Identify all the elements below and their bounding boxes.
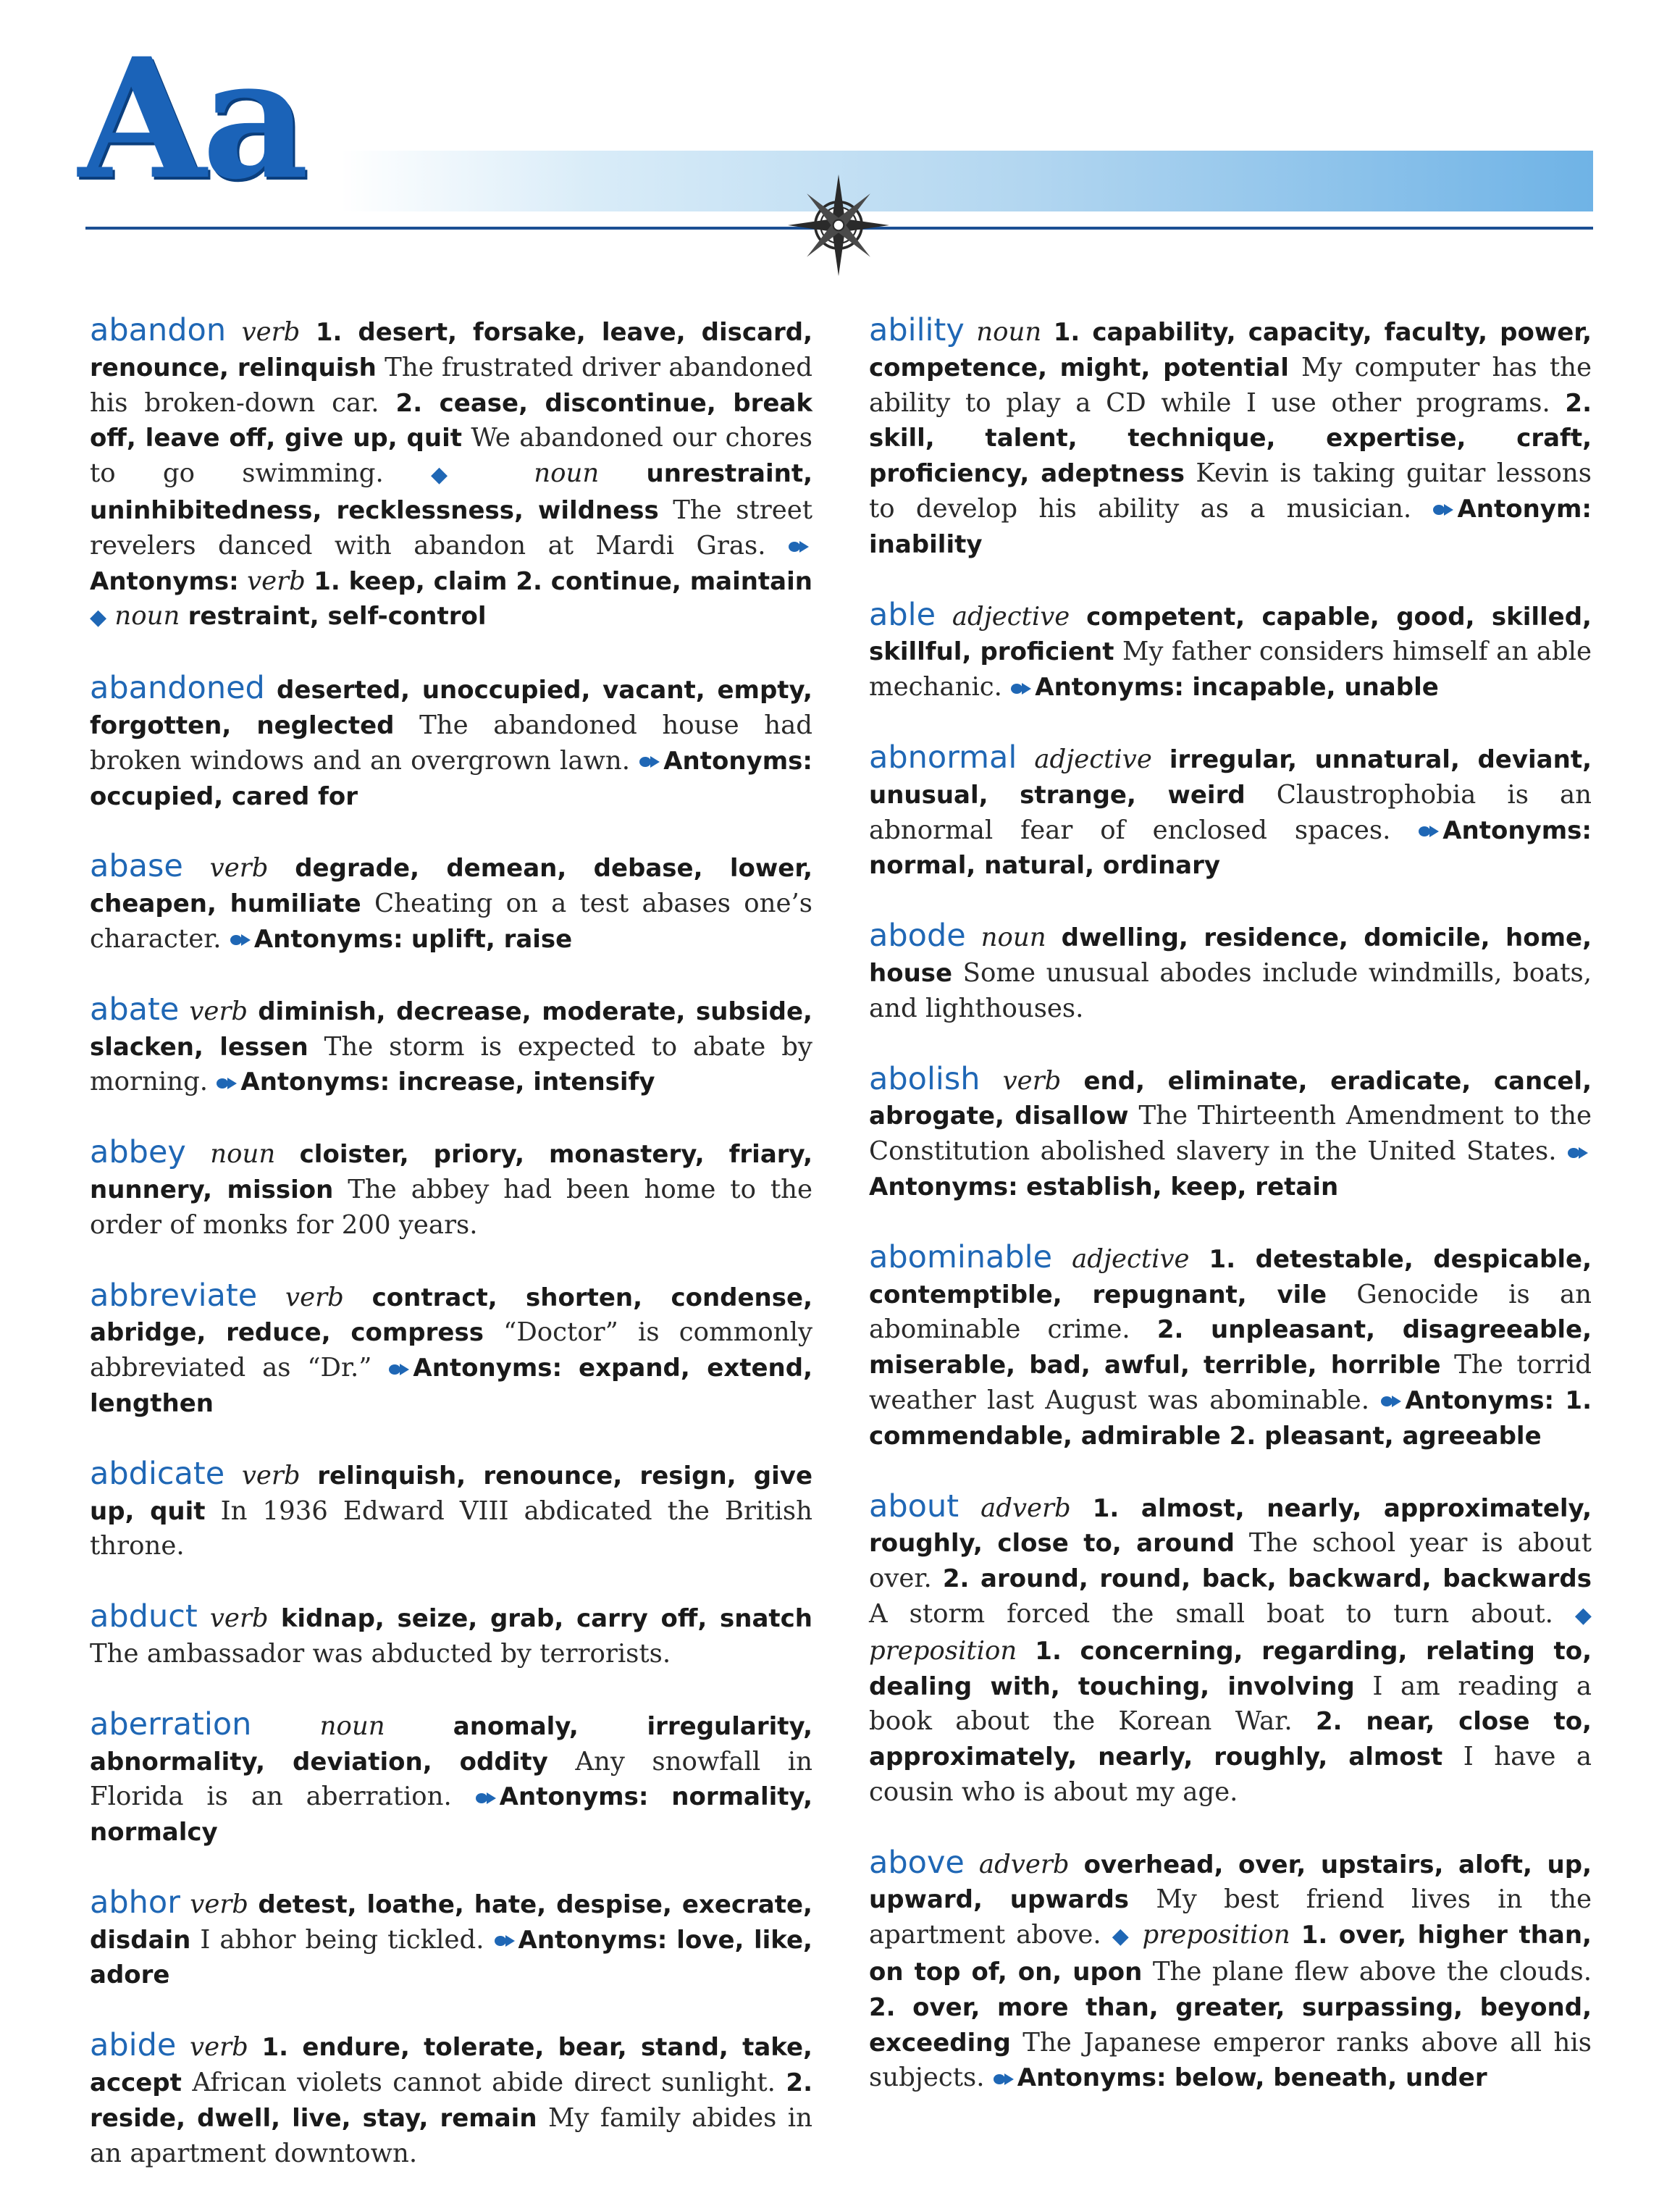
part-of-speech: verb [247,566,306,596]
antonyms-label: Antonyms: [1035,673,1185,703]
headword: abandon [90,312,227,348]
header-gradient-band [340,151,1593,211]
antonym-arrow-icon [230,932,251,948]
example-sentence: In 1936 Edward VIII abdicated the British throne. [90,1496,812,1561]
synonyms: competent, capable, good, skilled, skillful, proficient [869,602,1592,667]
dictionary-entry [90,992,812,1100]
antonyms-label: Antonyms: [869,1172,1018,1201]
antonyms-label: Antonyms: [1017,2063,1167,2093]
example-sentence: We abandoned our chores to go swimming. [90,423,812,489]
headword: abandoned [90,670,265,707]
antonyms-label: Antonyms: [663,746,812,776]
part-of-speech: adjective [1072,1244,1190,1274]
example-sentence: A storm forced the small boat to turn about. [869,1598,1553,1629]
dictionary-entry [869,313,1592,563]
headword: abdicate [90,1455,225,1492]
synonyms: kidnap, seize, grab, carry off, snatch [280,1604,812,1634]
synonyms: expand, extend, lengthen [90,1354,812,1418]
synonyms: normal, natural, ordinary [869,851,1221,881]
synonyms: occupied, cared for [90,781,358,811]
headword: abnormal [869,739,1017,776]
part-of-speech: verb [1002,1065,1062,1096]
headword: abbreviate [90,1277,258,1314]
synonyms: 2. over, more than, greater, surpassing, beyond, exceeding [869,1992,1592,2058]
dictionary-entry [90,1456,812,1564]
synonyms: irregular, unnatural, deviant, unusual, strange, weird [869,745,1592,810]
example-sentence: “Doctor” is commonly abbreviated as “Dr.” [90,1317,812,1383]
headword: abase [90,848,183,885]
part-of-speech: adverb [978,1849,1070,1879]
headword: abduct [90,1598,198,1635]
example-sentence: My father considers himself an able mechanic. [869,637,1592,703]
dictionary-entry [90,671,812,814]
headword: above [869,1844,965,1881]
dictionary-entry [90,849,812,957]
synonyms: uplift, raise [411,924,573,954]
synonyms: 1. keep, claim 2. continue, maintain [314,566,812,596]
antonym-arrow-icon [639,754,660,770]
synonyms: establish, keep, retain [1026,1172,1339,1201]
synonyms: 1. capability, capacity, faculty, power, competence, might, potential [869,318,1592,382]
example-sentence: I abhor being tickled. [200,1924,484,1955]
example-sentence: My family abides in an apartment downtown. [90,2102,812,2168]
synonyms: 2. near, close to, approximately, nearly, roughly, almost [869,1707,1592,1772]
synonyms: 1. endure, tolerate, bear, stand, take, accept [90,2033,812,2098]
headword: abide [90,2027,177,2064]
headword: able [869,596,936,633]
antonyms-label: Antonyms: [1442,815,1592,845]
antonym-arrow-icon [1418,823,1440,839]
part-of-speech: adverb [980,1493,1071,1523]
antonyms-label: Antonym: [1457,494,1592,524]
antonyms-label: Antonyms: [240,1068,390,1097]
part-of-speech: verb [285,1282,344,1312]
part-of-speech: verb [190,1889,249,1919]
part-of-speech: noun [976,317,1042,347]
compass-rose-icon [786,172,891,278]
dictionary-entry [869,918,1592,1026]
synonyms: 1. commendable, admirable 2. pleasant, agreeable [869,1385,1592,1451]
synonyms: 2. unpleasant, disagreeable, miserable, bad, awful, terrible, horrible [869,1315,1592,1380]
example-sentence: Genocide is an abominable crime. [869,1279,1592,1345]
letter-heading: Aa [78,22,305,216]
dictionary-entry [869,1845,1592,2097]
antonyms-label: Antonyms: [413,1354,563,1383]
headword: aberration [90,1706,252,1742]
antonym-arrow-icon [788,539,810,555]
example-sentence: The torrid weather last August was abominable. [869,1350,1592,1415]
example-sentence: Kevin is taking guitar lessons to develop his ability as a musician. [869,458,1592,524]
part-of-speech: noun [980,923,1046,953]
synonyms: incapable, unable [1192,673,1439,703]
synonyms: anomaly, irregularity, abnormality, deviation, oddity [90,1711,812,1777]
example-sentence: The ambassador was abducted by terrorists. [90,1638,671,1669]
synonyms: 1. detestable, despicable, contemptible, repugnant, vile [869,1244,1592,1309]
synonyms: increase, intensify [398,1068,655,1097]
antonyms-label: Antonyms: [1405,1385,1555,1415]
example-sentence: Cheating on a test abases one’s character. [90,889,812,954]
dictionary-entry [90,1599,812,1672]
antonym-arrow-icon [216,1075,238,1091]
synonyms: 1. concerning, regarding, relating to, dealing with, touching, involving [869,1636,1592,1701]
part-of-speech: preposition [869,1635,1017,1666]
synonyms: 2. cease, discontinue, break off, leave off, give up, quit [90,388,812,453]
synonyms: relinquish, renounce, resign, give up, quit [90,1461,813,1526]
headword: abhor [90,1884,180,1921]
synonyms: contract, shorten, condense, abridge, reduce, compress [90,1283,812,1348]
synonyms: 1. over, higher than, on top of, on, upon [869,1921,1592,1987]
antonym-arrow-icon [993,2071,1015,2087]
example-sentence: The plane flew above the clouds. [1152,1957,1592,1987]
synonyms: love, like, adore [90,1925,812,1990]
example-sentence: African violets cannot abide direct sunlight. [192,2068,776,2098]
synonyms: detest, loathe, hate, despise, execrate, disdain [90,1890,812,1955]
synonyms: 2. reside, dwell, live, stay, remain [90,2068,812,2133]
antonym-arrow-icon [388,1362,410,1377]
dictionary-entry [869,740,1592,884]
antonyms-label: Antonyms: [90,566,239,596]
headword: ability [869,312,965,348]
left-column [90,313,812,2206]
example-sentence: Claustrophobia is an abnormal fear of enclosed spaces. [869,779,1592,845]
synonyms: deserted, unoccupied, vacant, empty, forgotten, neglected [90,676,812,740]
example-sentence: The frustrated driver abandoned his broken-down car. [90,352,812,418]
part-of-speech: adjective [1034,744,1152,774]
diamond-bullet-icon: ◆ [90,605,107,631]
part-of-speech: adjective [952,601,1070,632]
example-sentence: My best friend lives in the apartment above. [869,1884,1592,1950]
part-of-speech: noun [114,601,180,632]
synonyms: overhead, over, upstairs, aloft, up, upward, upwards [869,1850,1592,1915]
right-column [869,313,1592,2131]
example-sentence: The street revelers danced with abandon at Mardi Gras. [90,495,812,561]
dictionary-entry [869,1240,1592,1454]
dictionary-entry [90,1885,812,1993]
antonym-arrow-icon [475,1790,497,1806]
antonym-arrow-icon [1010,681,1032,697]
example-sentence: The school year is about over. [869,1528,1592,1594]
antonyms-label: Antonyms: [253,924,403,954]
antonym-arrow-icon [1380,1393,1402,1409]
dictionary-entry [869,597,1592,705]
synonyms: 2. around, round, back, backward, backwards [942,1564,1592,1594]
dictionary-entry [869,1489,1592,1811]
synonyms: inability [869,529,983,559]
antonym-arrow-icon [494,1933,516,1949]
part-of-speech: noun [534,458,600,489]
headword: about [869,1488,959,1525]
dictionary-entry [90,1135,812,1243]
example-sentence: Some unusual abodes include windmills, boats, and lighthouses. [869,957,1592,1023]
antonym-arrow-icon [1567,1145,1589,1161]
example-sentence: I have a cousin who is about my age. [869,1742,1592,1807]
dictionary-entry [90,2028,812,2171]
antonym-arrow-icon [1432,502,1454,518]
headword: abode [869,918,966,955]
part-of-speech: verb [190,2032,248,2063]
diamond-bullet-icon: ◆ [431,462,487,488]
synonyms: below, beneath, under [1174,2063,1487,2093]
synonyms: end, eliminate, eradicate, cancel, abrogate, disallow [869,1066,1592,1131]
part-of-speech: verb [241,317,301,347]
dictionary-entry [90,1707,812,1850]
synonyms: 2. skill, talent, technique, expertise, craft, proficiency, adeptness [869,388,1592,489]
part-of-speech: verb [189,996,248,1026]
synonyms: dwelling, residence, domicile, home, house [869,923,1592,988]
synonyms: 1. desert, forsake, leave, discard, renounce, relinquish [90,318,812,382]
headword: abbey [90,1134,186,1171]
part-of-speech: noun [210,1139,276,1170]
headword: abominable [869,1238,1053,1275]
part-of-speech: noun [319,1711,385,1741]
headword: abolish [869,1060,980,1097]
dictionary-entry [90,1278,812,1422]
part-of-speech: preposition [1142,1920,1290,1950]
headword: abate [90,991,180,1028]
example-sentence: The abandoned house had broken windows and an overgrown lawn. [90,710,812,776]
part-of-speech: verb [209,1603,269,1634]
synonyms: unrestraint, uninhibitedness, recklessness, wildness [90,459,812,525]
synonyms: restraint, self-control [188,602,487,632]
synonyms: cloister, priory, monastery, friary, nunnery, mission [90,1140,812,1204]
example-sentence: The storm is expected to abate by morning. [90,1031,812,1097]
example-sentence: Any snowfall in Florida is an aberration. [90,1746,812,1812]
example-sentence: I am reading a book about the Korean War. [869,1671,1592,1737]
antonyms-label: Antonyms: [499,1782,649,1812]
diamond-bullet-icon: ◆ [1574,1602,1592,1628]
synonyms: 1. almost, nearly, approximately, roughly, close to, around [869,1493,1592,1559]
part-of-speech: verb [209,853,269,884]
dictionary-entry [869,1062,1592,1205]
example-sentence: The Thirteenth Amendment to the Constitution abolished slavery in the United States. [869,1101,1592,1167]
example-sentence: The Japanese emperor ranks above all his subjects. [869,2027,1592,2093]
synonyms: diminish, decrease, moderate, subside, slacken, lessen [90,997,812,1062]
dictionary-entry [90,313,812,636]
synonyms: degrade, demean, debase, lower, cheapen, humiliate [90,854,812,919]
example-sentence: The abbey had been home to the order of monks for 200 years. [90,1174,812,1240]
diamond-bullet-icon: ◆ [1112,1924,1132,1950]
synonyms: normality, normalcy [90,1782,812,1848]
antonyms-label: Antonyms: [518,1925,668,1955]
part-of-speech: verb [241,1460,301,1490]
example-sentence: My computer has the ability to play a CD while I use other programs. [869,352,1592,418]
